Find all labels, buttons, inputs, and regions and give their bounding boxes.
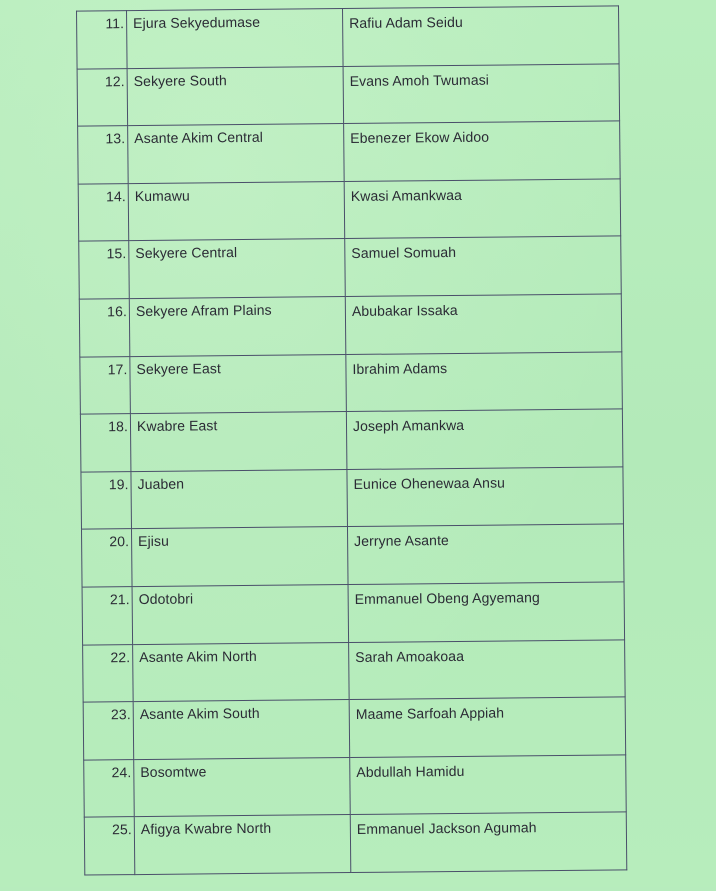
table-row [84,812,627,875]
table-row [78,121,621,184]
table-row [81,524,624,587]
row-number: 11. [77,11,128,69]
district-cell: Sekyere Afram Plains [129,296,346,356]
district-cell: Ejura Sekyedumase [127,9,344,69]
table-row [84,755,627,818]
district-cell: Bosomtwe [134,757,351,817]
table-container [76,5,626,890]
table-row [83,697,626,760]
appointee-name-cell: Emmanuel Jackson Agumah [350,812,627,872]
district-cell: Ejisu [131,527,348,587]
table-body [77,6,627,875]
table-row [80,409,623,472]
table-row [83,639,626,702]
row-number: 25. [84,817,135,875]
row-number: 24. [84,759,135,817]
appointee-name-cell: Evans Amoh Twumasi [343,63,620,123]
table-row [77,63,620,126]
row-number: 14. [78,183,129,241]
district-cell: Afigya Kwabre North [134,815,351,875]
row-number: 19. [81,471,132,529]
row-number: 16. [79,299,130,357]
appointee-name-cell: Maame Sarfoah Appiah [349,697,626,757]
appointee-name-cell: Rafiu Adam Seidu [343,6,620,66]
district-cell: Sekyere South [127,66,344,126]
appointee-name-cell: Abdullah Hamidu [350,755,627,815]
appointee-name-cell: Kwasi Amankwaa [344,179,621,239]
table-row [77,6,620,69]
district-cell: Kumawu [128,181,345,241]
appointee-name-cell: Ebenezer Ekow Aidoo [344,121,621,181]
row-number: 22. [83,644,134,702]
appointments-table [76,5,627,875]
appointee-name-cell: Samuel Somuah [345,236,622,296]
table-row [78,179,621,242]
district-cell: Asante Akim South [133,700,350,760]
appointee-name-cell: Abubakar Issaka [345,294,622,354]
row-number: 17. [80,356,131,414]
row-number: 13. [78,126,129,184]
district-cell: Odotobri [132,584,349,644]
district-cell: Juaben [131,469,348,529]
table-row [79,236,622,299]
district-cell: Sekyere Central [129,239,346,299]
district-cell: Sekyere East [130,354,347,414]
row-number: 15. [79,241,130,299]
appointee-name-cell: Joseph Amankwa [346,409,623,469]
table-row [79,294,622,357]
appointee-name-cell: Eunice Ohenewaa Ansu [347,467,624,527]
district-cell: Asante Akim Central [128,124,345,184]
appointee-name-cell: Emmanuel Obeng Agyemang [348,582,625,642]
appointee-name-cell: Sarah Amoakoaa [349,639,626,699]
row-number: 18. [80,414,131,472]
appointee-name-cell: Jerryne Asante [347,524,624,584]
table-row [82,582,625,645]
table-row [80,351,623,414]
district-cell: Asante Akim North [133,642,350,702]
row-number: 23. [83,702,134,760]
row-number: 12. [77,68,128,126]
district-cell: Kwabre East [130,412,347,472]
appointee-name-cell: Ibrahim Adams [346,351,623,411]
table-row [81,467,624,530]
row-number: 20. [81,529,132,587]
row-number: 21. [82,587,133,645]
